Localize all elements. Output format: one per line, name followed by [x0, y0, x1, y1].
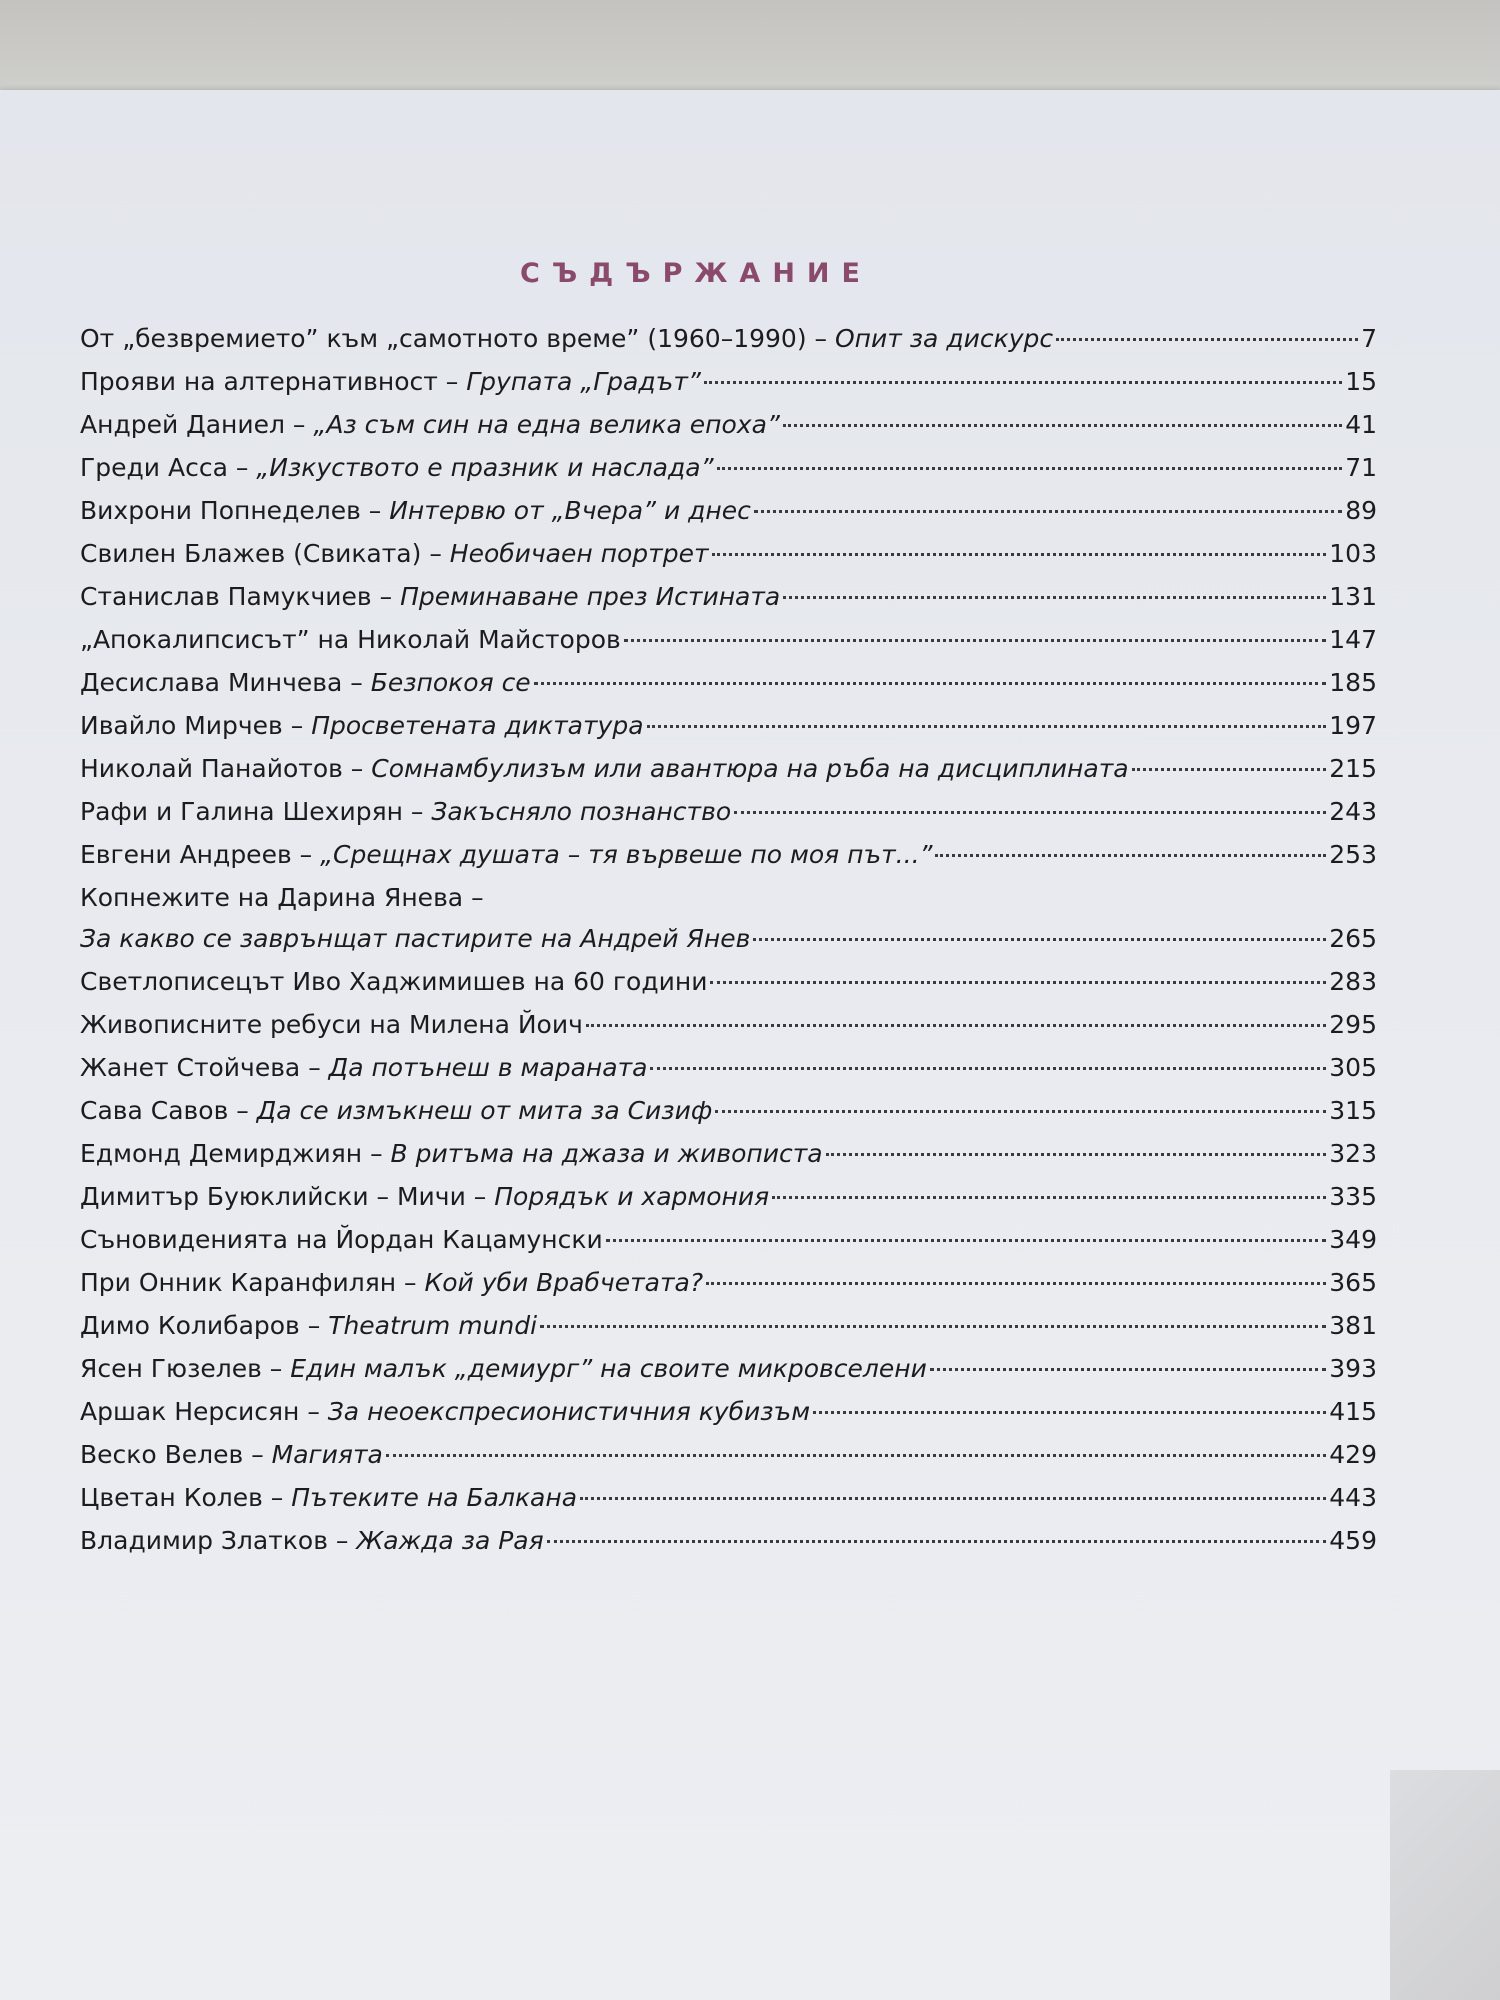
toc-entry-author: Веско Велев – — [80, 1440, 272, 1469]
dot-leader — [783, 596, 1326, 599]
page-title: СЪДЪРЖАНИЕ — [520, 258, 872, 289]
toc-entry-page-number: 147 — [1329, 625, 1377, 654]
toc-entry-text — [80, 451, 714, 485]
toc-entry-author: Димитър Буюклийски – Мичи – — [80, 1182, 495, 1211]
dot-leader — [826, 1153, 1327, 1156]
toc-entry-author: Ясен Гюзелев – — [80, 1354, 291, 1383]
toc-entry-row — [80, 1180, 1377, 1223]
toc-entry-text — [80, 1137, 823, 1171]
toc-entry — [80, 1438, 1377, 1481]
dot-leader — [772, 1196, 1326, 1199]
toc-entry-row — [80, 580, 1377, 623]
toc-entry-row — [80, 666, 1377, 709]
dot-leader — [534, 682, 1327, 685]
toc-entry — [80, 1223, 1377, 1266]
toc-entry — [80, 537, 1377, 580]
toc-entry-page-number: 305 — [1329, 1053, 1377, 1082]
toc-entry-page-number: 15 — [1345, 367, 1377, 396]
toc-entry-row — [80, 1223, 1377, 1266]
toc-entry-text — [80, 408, 780, 442]
toc-entry-row — [80, 365, 1377, 408]
toc-entry-page-number: 315 — [1329, 1096, 1377, 1125]
toc-entry-title: „Изкуството е празник и наслада” — [256, 453, 714, 482]
toc-entry-title: Жажда за Рая — [356, 1526, 544, 1555]
toc-entry-row — [80, 322, 1377, 365]
toc-entry-author: Цветан Колев – — [80, 1483, 292, 1512]
toc-entry-title: Един малък „демиург” на своите микровселени — [290, 1354, 927, 1383]
toc-entry-page-number: 443 — [1329, 1483, 1377, 1512]
dot-leader — [783, 424, 1342, 427]
toc-entry-author: Владимир Златков – — [80, 1526, 357, 1555]
toc-entry — [80, 666, 1377, 709]
toc-entry-title: Преминаване през Истината — [400, 582, 781, 611]
toc-entry — [80, 1524, 1377, 1567]
dot-leader — [1132, 768, 1327, 771]
toc-entry-page-number: 215 — [1329, 754, 1377, 783]
dot-leader — [753, 938, 1326, 941]
dot-leader — [650, 1067, 1326, 1070]
toc-entry-text — [80, 1008, 583, 1042]
toc-entry — [80, 881, 1377, 922]
dot-leader — [647, 725, 1327, 728]
toc-entry-author: Рафи и Галина Шехирян – — [80, 797, 432, 826]
toc-entry — [80, 451, 1377, 494]
toc-entry-title: Кой уби Врабчетата? — [424, 1268, 704, 1297]
toc-entry — [80, 365, 1377, 408]
toc-entry — [80, 623, 1377, 666]
toc-entry-page-number: 415 — [1329, 1397, 1377, 1426]
toc-entry — [80, 1309, 1377, 1352]
toc-entry-author: Станислав Памукчиев – — [80, 582, 401, 611]
toc-entry — [80, 1008, 1377, 1051]
toc-entry-row — [80, 1395, 1377, 1438]
toc-entry-title: Необичаен портрет — [449, 539, 709, 568]
toc-entry — [80, 795, 1377, 838]
toc-entry-row — [80, 881, 1377, 922]
toc-entry-text — [80, 1094, 712, 1128]
toc-entry — [80, 965, 1377, 1008]
toc-entry-text — [80, 795, 731, 829]
toc-entry-row — [80, 1438, 1377, 1481]
toc-entry — [80, 1094, 1377, 1137]
toc-entry-title: Да потънеш в мараната — [328, 1053, 648, 1082]
toc-entry-row — [80, 795, 1377, 838]
toc-entry-text — [80, 580, 780, 614]
toc-entry-page-number: 323 — [1329, 1139, 1377, 1168]
dot-leader — [712, 553, 1327, 556]
toc-entry-row — [80, 1266, 1377, 1309]
toc-entry-author: Свилен Блажев (Свиката) – — [80, 539, 450, 568]
toc-entry-author: Сава Савов – — [80, 1096, 257, 1125]
toc-entry-page-number: 7 — [1361, 324, 1377, 353]
toc-entry-row — [80, 494, 1377, 537]
dot-leader — [715, 1110, 1326, 1113]
toc-entry-text — [80, 494, 751, 528]
dot-leader — [930, 1368, 1326, 1371]
dot-leader — [754, 510, 1342, 513]
toc-entry-title: Да се измъкнеш от мита за Сизиф — [256, 1096, 713, 1125]
toc-entry-text — [80, 1309, 537, 1343]
toc-entry-author: Ивайло Мирчев – — [80, 711, 312, 740]
toc-entry — [80, 1266, 1377, 1309]
toc-entry-row — [80, 1524, 1377, 1567]
toc-entry-row — [80, 709, 1377, 752]
toc-entry-text — [80, 1395, 810, 1429]
toc-entry-row — [80, 1094, 1377, 1137]
toc-entry — [80, 1137, 1377, 1180]
toc-entry-title: Безпокоя се — [370, 668, 531, 697]
toc-entry-text — [80, 838, 932, 872]
toc-entry-page-number: 393 — [1329, 1354, 1377, 1383]
toc-entry-text — [80, 965, 707, 999]
table-of-contents — [80, 322, 1377, 1567]
toc-entry-row — [80, 922, 1377, 965]
toc-entry-author: „Апокалипсисът” на Николай Майсторов — [80, 625, 621, 654]
toc-entry-page-number: 41 — [1345, 410, 1377, 439]
toc-entry-author: Андрей Даниел – — [80, 410, 314, 439]
toc-entry-title: Закъсняло познанство — [431, 797, 732, 826]
toc-entry-author: При Онник Каранфилян – — [80, 1268, 425, 1297]
dot-leader — [813, 1411, 1326, 1414]
toc-entry-text — [80, 1438, 383, 1472]
toc-entry-page-number: 335 — [1329, 1182, 1377, 1211]
toc-entry-author: Копнежите на Дарина Янева – — [80, 883, 484, 912]
toc-entry-page-number: 365 — [1329, 1268, 1377, 1297]
toc-entry-page-number: 185 — [1329, 668, 1377, 697]
toc-entry-row — [80, 408, 1377, 451]
toc-entry-author: Светлописецът Иво Хаджимишев на 60 години — [80, 967, 708, 996]
toc-entry-row — [80, 1051, 1377, 1094]
toc-entry-row — [80, 1481, 1377, 1524]
toc-entry-text — [80, 922, 750, 956]
toc-entry-page-number: 295 — [1329, 1010, 1377, 1039]
toc-entry-page-number: 253 — [1329, 840, 1377, 869]
dot-leader — [606, 1239, 1327, 1242]
toc-entry-author: Едмонд Демирджиян – — [80, 1139, 391, 1168]
toc-entry-text — [80, 752, 1129, 786]
toc-entry — [80, 1481, 1377, 1524]
toc-entry — [80, 1352, 1377, 1395]
toc-entry-title: „Срещнах душата – тя вървеше по моя път...” — [320, 840, 933, 869]
toc-entry-title: Порядък и хармония — [494, 1182, 770, 1211]
toc-entry-page-number: 103 — [1329, 539, 1377, 568]
toc-entry-author: Прояви на алтернативност – — [80, 367, 467, 396]
toc-entry-author: Вихрони Попнеделев – — [80, 496, 390, 525]
toc-entry-title: В ритъма на джаза и живописта — [390, 1139, 823, 1168]
toc-entry-page-number: 265 — [1329, 924, 1377, 953]
toc-entry-title: Групата „Градът” — [466, 367, 701, 396]
toc-entry-author: Евгени Андреев – — [80, 840, 321, 869]
toc-entry-page-number: 381 — [1329, 1311, 1377, 1340]
toc-entry-title: Магията — [271, 1440, 383, 1469]
toc-entry — [80, 709, 1377, 752]
toc-entry-page-number: 131 — [1329, 582, 1377, 611]
toc-entry-author: Живописните ребуси на Милена Йоич — [80, 1010, 583, 1039]
toc-entry — [80, 1395, 1377, 1438]
toc-entry-row — [80, 1008, 1377, 1051]
dot-leader — [935, 854, 1326, 857]
toc-entry-title: Пътеките на Балкана — [291, 1483, 578, 1512]
toc-entry — [80, 838, 1377, 881]
toc-entry-title: За какво се заврънщат пастирите на Андрей Янев — [80, 924, 751, 953]
toc-entry-row — [80, 1309, 1377, 1352]
toc-entry-author: Жанет Стойчева – — [80, 1053, 329, 1082]
toc-entry-page-number: 429 — [1329, 1440, 1377, 1469]
toc-entry-row — [80, 451, 1377, 494]
toc-entry-row — [80, 537, 1377, 580]
toc-entry — [80, 322, 1377, 365]
toc-entry-text — [80, 1223, 603, 1257]
dot-leader — [624, 639, 1327, 642]
toc-entry-title: Theatrum mundi — [328, 1311, 538, 1340]
toc-entry-author: От „безвремието” към „самотното време” (1960–1990) – — [80, 324, 835, 353]
dot-leader — [717, 467, 1343, 470]
toc-entry-text — [80, 1481, 577, 1515]
toc-entry — [80, 1180, 1377, 1223]
toc-entry-title: „Аз съм син на една велика епоха” — [313, 410, 780, 439]
toc-entry-page-number: 349 — [1329, 1225, 1377, 1254]
toc-entry-title: За неоекспресионистичния кубизъм — [327, 1397, 811, 1426]
toc-entry-text — [80, 1352, 927, 1386]
toc-entry-author: Николай Панайотов – — [80, 754, 372, 783]
toc-entry — [80, 922, 1377, 965]
toc-entry-title: Интервю от „Вчера” и днес — [389, 496, 751, 525]
page-corner-shadow — [1390, 1770, 1500, 2000]
toc-entry-text — [80, 1524, 544, 1558]
toc-entry-text — [80, 537, 709, 571]
toc-entry-page-number: 243 — [1329, 797, 1377, 826]
toc-entry-author: Димо Колибаров – — [80, 1311, 329, 1340]
dot-leader — [710, 981, 1326, 984]
toc-entry-author: Греди Асса – — [80, 453, 257, 482]
toc-entry-row — [80, 838, 1377, 881]
dot-leader — [704, 381, 1342, 384]
background-surface — [0, 0, 1500, 96]
toc-entry-row — [80, 623, 1377, 666]
toc-entry-text — [80, 881, 484, 915]
toc-entry-text — [80, 322, 1053, 356]
toc-entry-page-number: 197 — [1329, 711, 1377, 740]
toc-entry-page-number: 71 — [1345, 453, 1377, 482]
toc-entry-text — [80, 1180, 769, 1214]
dot-leader — [734, 811, 1326, 814]
toc-entry-text — [80, 1266, 703, 1300]
toc-entry-row — [80, 752, 1377, 795]
dot-leader — [580, 1497, 1326, 1500]
toc-entry-text — [80, 709, 644, 743]
toc-entry-page-number: 459 — [1329, 1526, 1377, 1555]
toc-entry — [80, 1051, 1377, 1094]
toc-entry-page-number: 89 — [1345, 496, 1377, 525]
toc-entry-title: Сомнамбулизъм или авантюра на ръба на дисциплината — [371, 754, 1129, 783]
dot-leader — [706, 1282, 1326, 1285]
toc-entry-text — [80, 1051, 647, 1085]
toc-entry — [80, 494, 1377, 537]
toc-entry-row — [80, 1352, 1377, 1395]
toc-entry-page-number: 283 — [1329, 967, 1377, 996]
toc-entry-row — [80, 965, 1377, 1008]
toc-entry-author: Съновиденията на Йордан Кацамунски — [80, 1225, 603, 1254]
dot-leader — [1056, 338, 1358, 341]
toc-entry — [80, 752, 1377, 795]
dot-leader — [586, 1024, 1326, 1027]
toc-entry-text — [80, 623, 621, 657]
dot-leader — [540, 1325, 1326, 1328]
toc-entry — [80, 408, 1377, 451]
toc-entry-author: Десислава Минчева – — [80, 668, 371, 697]
dot-leader — [386, 1454, 1326, 1457]
toc-entry — [80, 580, 1377, 623]
toc-entry-text — [80, 666, 531, 700]
toc-entry-row — [80, 1137, 1377, 1180]
toc-entry-title: Опит за дискурс — [834, 324, 1054, 353]
toc-entry-title: Просветената диктатура — [311, 711, 644, 740]
toc-entry-author: Аршак Нерсисян – — [80, 1397, 328, 1426]
toc-entry-text — [80, 365, 701, 399]
dot-leader — [547, 1540, 1327, 1543]
